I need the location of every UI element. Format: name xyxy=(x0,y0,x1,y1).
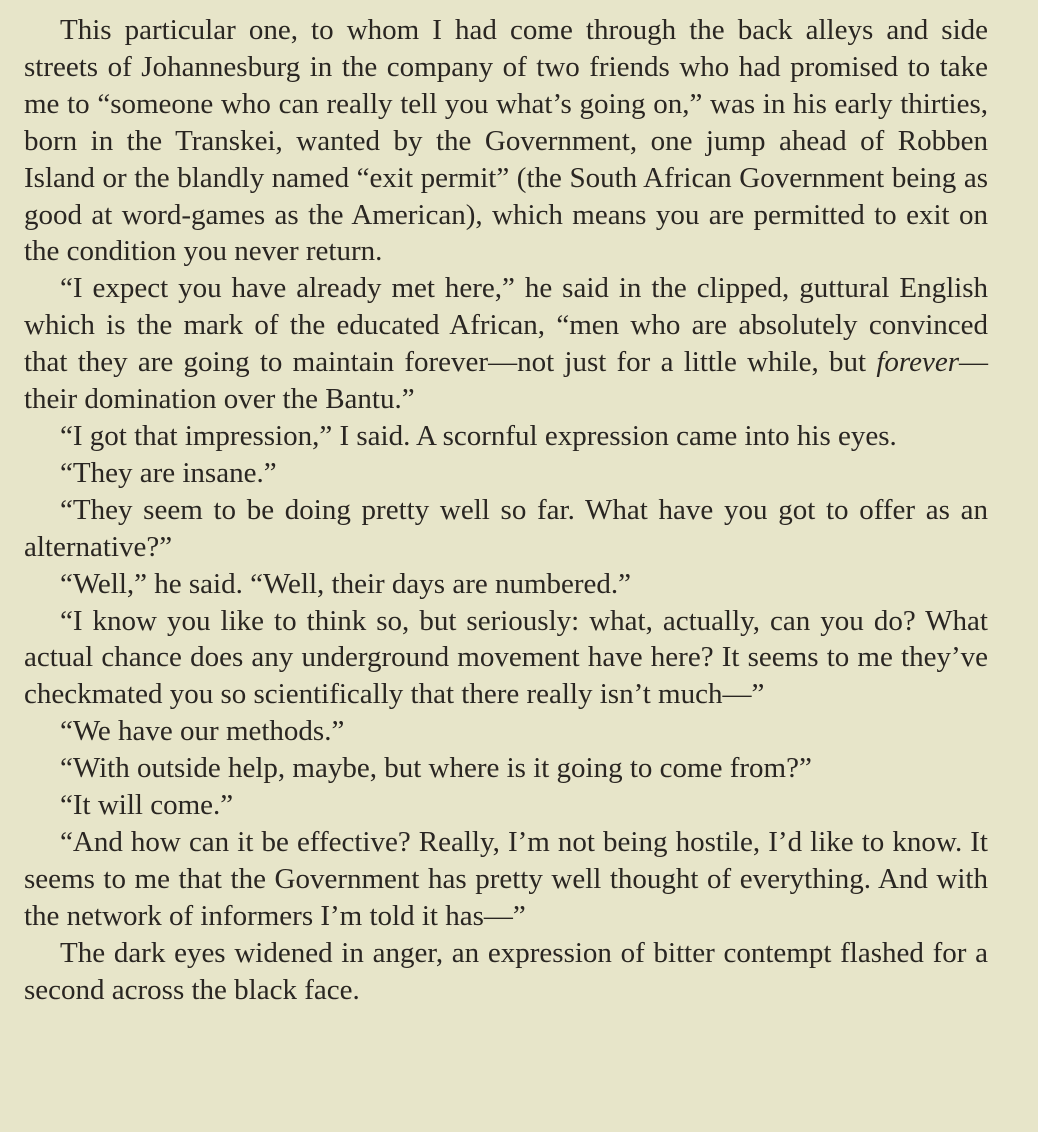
paragraph xyxy=(24,750,988,787)
paragraph-text: “It will come.” xyxy=(60,789,234,822)
paragraph-text: “Well,” he said. “Well, their days are numbered.” xyxy=(60,567,632,600)
paragraph xyxy=(24,418,988,455)
paragraph xyxy=(24,12,988,270)
paragraph xyxy=(24,787,988,824)
paragraph xyxy=(24,935,988,1009)
paragraph-text: “They seem to be doing pretty well so far. What have you got to offer as an alternative?” xyxy=(24,493,988,563)
paragraph xyxy=(24,492,988,566)
paragraph-text: “I know you like to think so, but seriously: what, actually, can you do? What actual chance does any underground movement have here? It seems to me they’ve checkmated you so scientifically that there really isn’t much—” xyxy=(24,604,988,711)
paragraph-text: The dark eyes widened in anger, an expression of bitter contempt flashed for a second across the black face. xyxy=(24,936,988,1006)
paragraph-text: “With outside help, maybe, but where is it going to come from?” xyxy=(60,752,812,785)
paragraph-text: “They are insane.” xyxy=(60,456,277,489)
paragraph-text: This particular one, to whom I had come through the back alleys and side streets of Johannesburg in the company of two friends who had promised to take me to “someone who can really tell you what’s going on,” was in his early thirties, born in the Transkei, wanted by the Government, one jump ahead of Robben Island or the blandly named “exit permit” (the South African Government being as good at word-games as the American), which means you are permitted to exit on the condition you never return. xyxy=(24,14,988,268)
paragraph xyxy=(24,566,988,603)
paragraph xyxy=(24,603,988,714)
emphasized-word: forever xyxy=(876,346,959,379)
paragraph-text-continued: —their domination over the Bantu.” xyxy=(24,346,988,416)
paragraph-text: “I expect you have already met here,” he said in the clipped, guttural English which is the mark of the educated African, “men who are absolutely convinced that they are going to maintain forever—not just for a little while, but xyxy=(24,272,988,379)
paragraph xyxy=(24,713,988,750)
paragraph xyxy=(24,824,988,935)
paragraph-text: “I got that impression,” I said. A scornful expression came into his eyes. xyxy=(60,419,897,452)
paragraph xyxy=(24,455,988,492)
paragraph-text: “And how can it be effective? Really, I’m not being hostile, I’d like to know. It seems to me that the Government has pretty well thought of everything. And with the network of informers I’m told it has—” xyxy=(24,825,988,932)
paragraph-text: “We have our methods.” xyxy=(60,715,345,748)
paragraph xyxy=(24,270,988,418)
